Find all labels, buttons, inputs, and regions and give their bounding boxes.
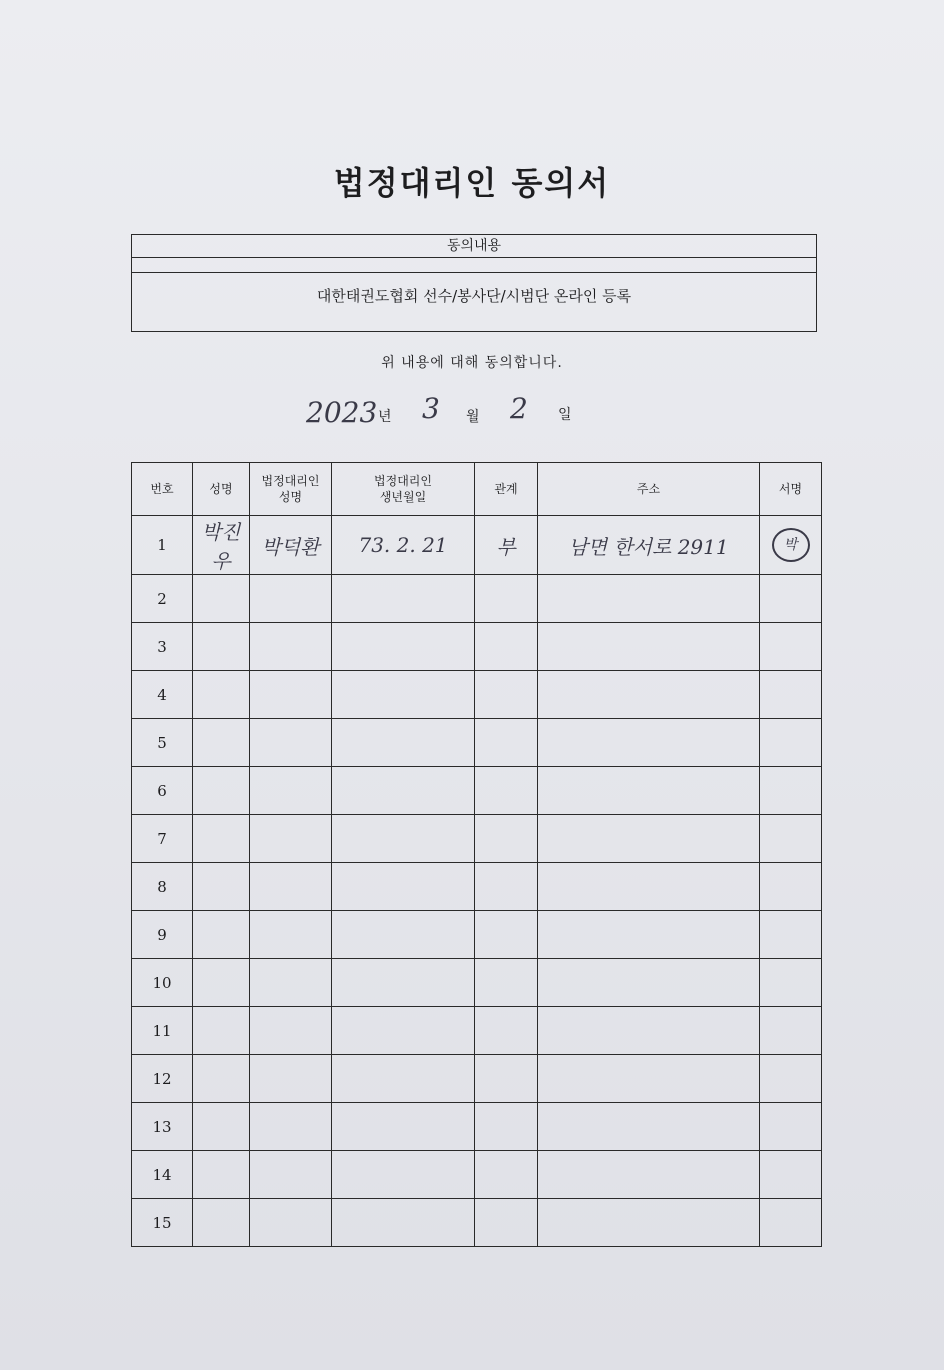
row-name-cell <box>193 911 250 959</box>
row-address-cell <box>538 623 760 671</box>
header-number: 번호 <box>132 463 193 516</box>
row-address-cell <box>538 1151 760 1199</box>
date-year-unit: 년 <box>378 409 392 425</box>
row-name-cell <box>193 671 250 719</box>
row-guardian-name-cell <box>250 671 332 719</box>
row-name-cell <box>193 1103 250 1151</box>
row-signature-cell <box>760 671 822 719</box>
row-number-cell <box>132 719 193 767</box>
row-number: 11 <box>152 1021 172 1040</box>
consent-body: 대한태권도협회 선수/봉사단/시범단 온라인 등록 <box>316 287 632 305</box>
table-row <box>132 767 822 815</box>
header-address: 주소 <box>538 463 760 516</box>
row-relation-cell <box>475 1151 538 1199</box>
row-number-cell <box>132 516 193 575</box>
row-relation-cell <box>475 1199 538 1247</box>
row-signature-cell <box>760 719 822 767</box>
row-name-cell <box>193 815 250 863</box>
row-number-cell <box>132 1007 193 1055</box>
row-signature-cell <box>760 1151 822 1199</box>
row-number-cell <box>132 911 193 959</box>
row-number-cell <box>132 623 193 671</box>
row-address-cell <box>538 863 760 911</box>
row-number-cell <box>132 959 193 1007</box>
table-row <box>132 911 822 959</box>
date-day: 2 <box>510 392 528 425</box>
row-name-cell <box>193 575 250 623</box>
row-number: 6 <box>157 781 167 800</box>
row-number-cell <box>132 1103 193 1151</box>
row-guardian-name-cell <box>250 1007 332 1055</box>
header-guardian-name-line1: 법정대리인 <box>261 474 320 488</box>
row-relation-cell <box>475 911 538 959</box>
row-signature-cell <box>760 1007 822 1055</box>
row-signature-cell <box>760 911 822 959</box>
row-guardian-name-cell <box>250 767 332 815</box>
row-name-cell <box>193 1007 250 1055</box>
date-day-unit: 일 <box>558 407 572 423</box>
row-name-cell <box>193 623 250 671</box>
row-relation-cell <box>475 959 538 1007</box>
row-address-cell <box>538 516 760 575</box>
row-number-cell <box>132 671 193 719</box>
table-row <box>132 1103 822 1151</box>
row-number: 12 <box>152 1069 172 1088</box>
agree-statement: 위 내용에 대해 동의합니다. <box>381 355 563 371</box>
date-month: 3 <box>422 392 440 425</box>
row-name-cell <box>193 719 250 767</box>
row-guardian-birth-cell <box>332 1151 475 1199</box>
row-guardian-name-cell <box>250 516 332 575</box>
table-row <box>132 1199 822 1247</box>
header-guardian-birth <box>332 463 475 516</box>
row-number: 10 <box>152 973 172 992</box>
row-name-cell <box>193 767 250 815</box>
row-name-cell <box>193 1151 250 1199</box>
row-signature-cell <box>760 1055 822 1103</box>
row-guardian-name-cell <box>250 815 332 863</box>
header-name: 성명 <box>193 463 250 516</box>
row-name-cell <box>193 863 250 911</box>
row-guardian-birth-cell <box>332 863 475 911</box>
row-name-cell <box>193 1055 250 1103</box>
row-name-cell <box>193 516 250 575</box>
row-address-cell <box>538 911 760 959</box>
row-address-cell <box>538 767 760 815</box>
row-address-cell <box>538 1103 760 1151</box>
row-address-cell <box>538 1055 760 1103</box>
row-guardian-birth: 73. 2. 21 <box>358 533 448 557</box>
row-signature-cell <box>760 623 822 671</box>
table-row <box>132 623 822 671</box>
row-guardian-birth-cell <box>332 575 475 623</box>
row-relation-cell <box>475 1103 538 1151</box>
row-number: 3 <box>157 637 167 656</box>
table-row <box>132 959 822 1007</box>
table-row <box>132 863 822 911</box>
row-relation: 부 <box>496 534 516 559</box>
row-guardian-name-cell <box>250 959 332 1007</box>
row-relation-cell <box>475 719 538 767</box>
row-number: 5 <box>157 733 167 752</box>
row-relation-cell <box>475 1055 538 1103</box>
row-address-cell <box>538 815 760 863</box>
row-signature-cell <box>760 516 822 575</box>
row-guardian-name-cell <box>250 719 332 767</box>
row-guardian-birth-cell <box>332 959 475 1007</box>
row-address-cell <box>538 1007 760 1055</box>
document-title: 법정대리인 동의서 <box>333 164 611 202</box>
row-relation-cell <box>475 575 538 623</box>
table-row <box>132 671 822 719</box>
table-header-row <box>132 463 822 516</box>
row-address-cell <box>538 671 760 719</box>
row-number-cell <box>132 575 193 623</box>
row-number: 13 <box>152 1117 172 1136</box>
row-relation-cell <box>475 1007 538 1055</box>
header-guardian-name-line2: 성명 <box>278 490 303 504</box>
row-number-cell <box>132 1151 193 1199</box>
header-guardian-birth-line2: 생년월일 <box>379 490 427 504</box>
row-signature-cell <box>760 575 822 623</box>
row-guardian-name-cell <box>250 1199 332 1247</box>
row-relation-cell <box>475 863 538 911</box>
table-row <box>132 815 822 863</box>
row-name-cell <box>193 959 250 1007</box>
row-address: 남면 한서로 2911 <box>568 534 729 559</box>
row-relation-cell <box>475 516 538 575</box>
row-name-cell <box>193 1199 250 1247</box>
row-guardian-birth-cell <box>332 815 475 863</box>
row-guardian-birth-cell <box>332 1103 475 1151</box>
row-relation-cell <box>475 623 538 671</box>
row-number: 8 <box>157 877 167 896</box>
row-number-cell <box>132 815 193 863</box>
consent-header: 동의내용 <box>132 235 816 258</box>
consent-box <box>131 234 817 332</box>
row-address-cell <box>538 719 760 767</box>
row-guardian-name: 박덕환 <box>261 534 320 559</box>
row-guardian-name-cell <box>250 1103 332 1151</box>
guardian-table <box>131 462 822 1247</box>
row-guardian-birth-cell <box>332 1055 475 1103</box>
row-number-cell <box>132 1055 193 1103</box>
table-body <box>132 516 822 1247</box>
row-address-cell <box>538 575 760 623</box>
row-signature-cell <box>760 863 822 911</box>
row-number: 14 <box>152 1165 172 1184</box>
row-number: 7 <box>157 829 167 848</box>
consent-divider <box>132 258 816 273</box>
row-guardian-name-cell <box>250 575 332 623</box>
row-guardian-birth-cell <box>332 1199 475 1247</box>
row-address-cell <box>538 959 760 1007</box>
header-relation: 관계 <box>475 463 538 516</box>
row-guardian-birth-cell <box>332 719 475 767</box>
row-guardian-birth-cell <box>332 516 475 575</box>
table-row <box>132 516 822 575</box>
date-year: 2023 <box>306 396 378 429</box>
header-signature: 서명 <box>760 463 822 516</box>
row-number: 15 <box>152 1213 172 1232</box>
row-relation-cell <box>475 767 538 815</box>
header-guardian-birth-line1: 법정대리인 <box>374 474 432 488</box>
row-signature-cell <box>760 767 822 815</box>
row-number-cell <box>132 1199 193 1247</box>
row-guardian-name-cell <box>250 1151 332 1199</box>
row-guardian-birth-cell <box>332 671 475 719</box>
header-guardian-name <box>250 463 332 516</box>
row-name: 박진우 <box>201 520 241 573</box>
row-signature-cell <box>760 959 822 1007</box>
row-number: 9 <box>157 925 167 944</box>
table-row <box>132 1055 822 1103</box>
table-row <box>132 575 822 623</box>
table-row <box>132 1151 822 1199</box>
row-guardian-birth-cell <box>332 1007 475 1055</box>
table-row <box>132 1007 822 1055</box>
row-guardian-birth-cell <box>332 911 475 959</box>
row-relation-cell <box>475 815 538 863</box>
row-guardian-name-cell <box>250 863 332 911</box>
date-month-unit: 월 <box>466 409 480 425</box>
row-guardian-birth-cell <box>332 767 475 815</box>
row-relation-cell <box>475 671 538 719</box>
row-number: 4 <box>157 685 167 704</box>
row-guardian-name-cell <box>250 1055 332 1103</box>
row-number: 2 <box>157 589 167 608</box>
table-row <box>132 719 822 767</box>
signature-mark: 박 <box>772 528 810 562</box>
row-guardian-name-cell <box>250 911 332 959</box>
row-number-cell <box>132 767 193 815</box>
row-guardian-birth-cell <box>332 623 475 671</box>
row-address-cell <box>538 1199 760 1247</box>
row-guardian-name-cell <box>250 623 332 671</box>
row-signature-cell <box>760 1199 822 1247</box>
row-signature-cell <box>760 1103 822 1151</box>
row-number-cell <box>132 863 193 911</box>
row-number: 1 <box>157 536 167 554</box>
row-signature-cell <box>760 815 822 863</box>
